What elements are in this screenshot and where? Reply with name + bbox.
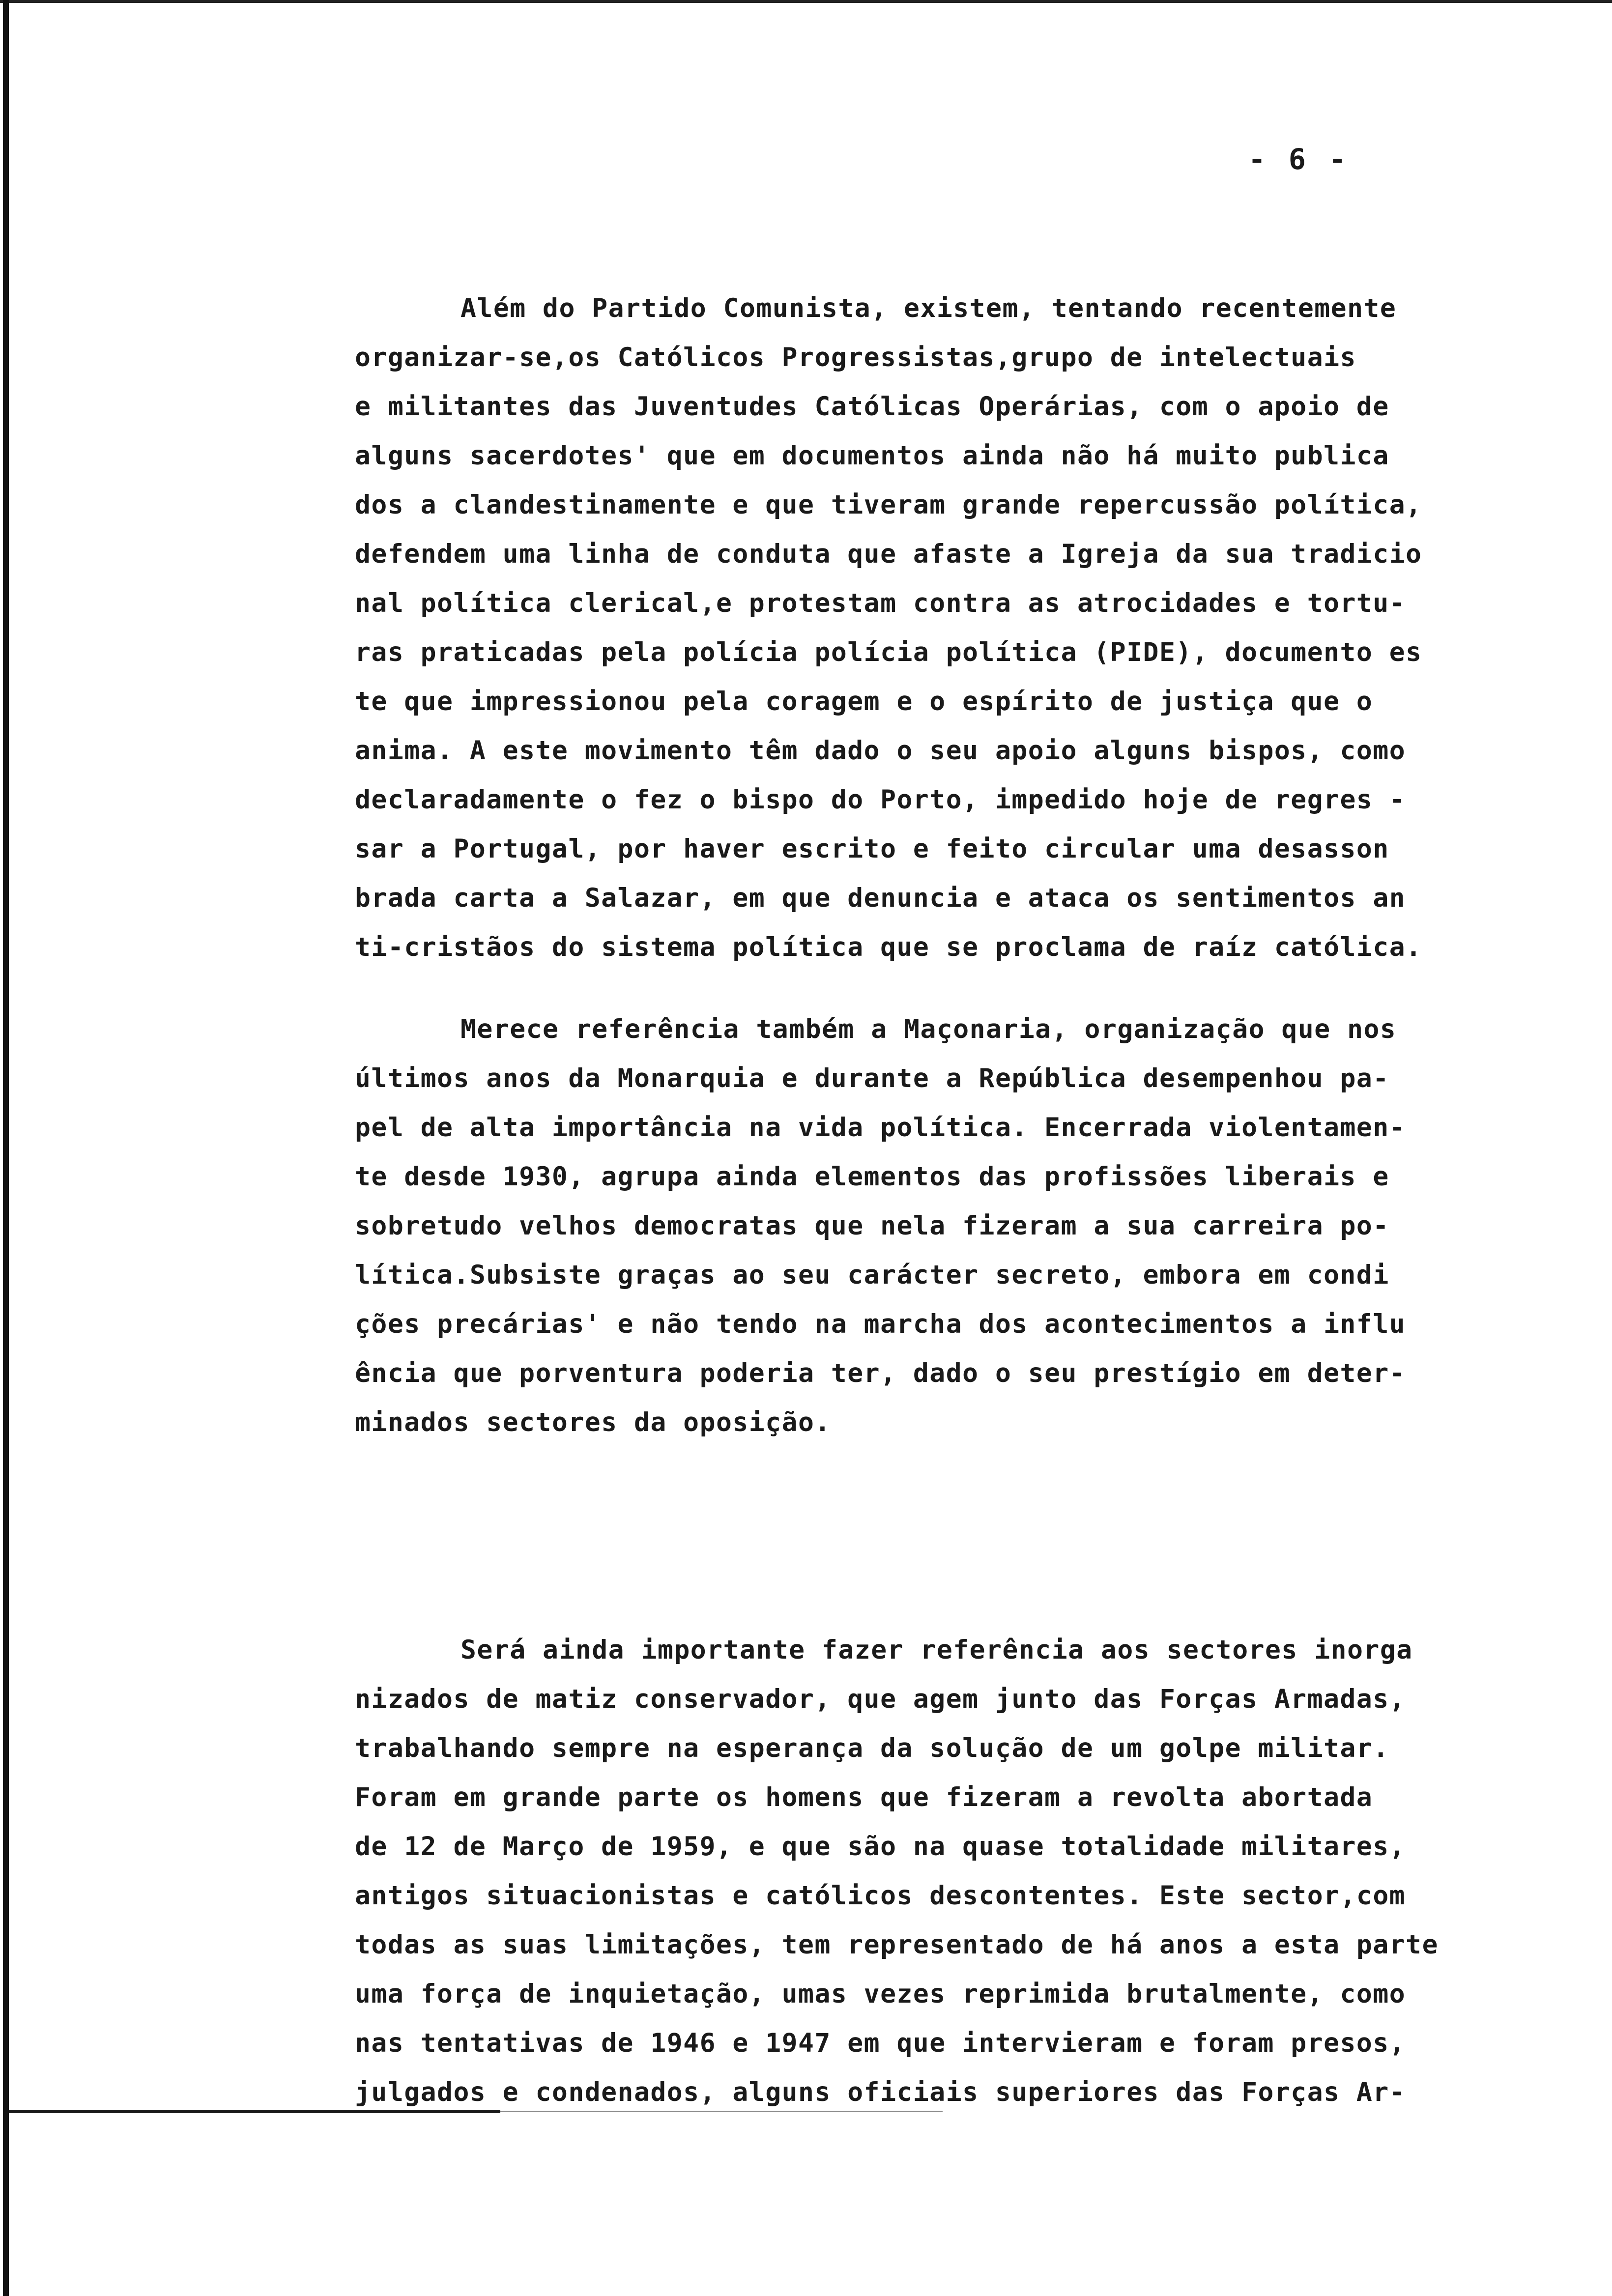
text-line: Merece referência também a Maçonaria, organização que nos [461, 1014, 1397, 1044]
text-line: lítica.Subsiste graças ao seu carácter secreto, embora em condi [355, 1260, 1389, 1290]
text-line: nas tentativas de 1946 e 1947 em que intervieram e foram presos, [355, 2028, 1406, 2058]
text-line: ti-cristãos do sistema política que se proclama de raíz católica. [355, 932, 1422, 962]
paragraph-maconaria [355, 1005, 1525, 1447]
text-line: minados sectores da oposição. [355, 1407, 831, 1437]
text-line: te desde 1930, agrupa ainda elementos das profissões liberais e [355, 1162, 1389, 1192]
text-line: te que impressionou pela coragem e o espírito de justiça que o [355, 687, 1373, 717]
text-line: declaradamente o fez o bispo do Porto, impedido hoje de regres - [355, 785, 1406, 815]
text-line: Foram em grande parte os homens que fizeram a revolta abortada [355, 1782, 1373, 1812]
text-line: julgados e condenados, alguns oficiais superiores das Forças Ar- [355, 2077, 1406, 2107]
text-line: últimos anos da Monarquia e durante a República desempenhou pa- [355, 1063, 1389, 1093]
text-line: organizar-se,os Católicos Progressistas,grupo de intelectuais [355, 343, 1356, 373]
text-line: dos a clandestinamente e que tiveram grande repercussão política, [355, 490, 1422, 520]
text-line: ras praticadas pela polícia polícia política (PIDE), documento es [355, 637, 1422, 667]
text-line: brada carta a Salazar, em que denuncia e ataca os sentimentos an [355, 883, 1406, 913]
text-line: ções precárias' e não tendo na marcha dos acontecimentos a influ [355, 1309, 1406, 1339]
text-line: alguns sacerdotes' que em documentos ainda não há muito publica [355, 441, 1389, 471]
text-line: anima. A este movimento têm dado o seu apoio alguns bispos, como [355, 736, 1406, 766]
paragraph-conservative-sectors [355, 1626, 1525, 2117]
text-line: de 12 de Março de 1959, e que são na quase totalidade militares, [355, 1832, 1406, 1862]
text-line: todas as suas limitações, tem representado de há anos a esta parte [355, 1930, 1439, 1960]
text-line: trabalhando sempre na esperança da solução de um golpe militar. [355, 1733, 1389, 1763]
scan-edge-top [0, 0, 1612, 3]
paragraph-communist-catholic [355, 284, 1525, 972]
text-line: sar a Portugal, por haver escrito e feito circular uma desasson [355, 834, 1389, 864]
text-line: nizados de matiz conservador, que agem junto das Forças Armadas, [355, 1684, 1406, 1714]
text-line: defendem uma linha de conduta que afaste a Igreja da sua tradicio [355, 539, 1422, 569]
text-line: nal política clerical,e protestam contra as atrocidades e tortu- [355, 588, 1406, 618]
text-line: Além do Partido Comunista, existem, tentando recentemente [461, 293, 1397, 323]
page-number: - 6 - [1248, 143, 1349, 176]
text-line: Será ainda importante fazer referência aos sectores inorga [461, 1635, 1413, 1665]
scan-edge-left [3, 0, 9, 2296]
text-line: ência que porventura poderia ter, dado o seu prestígio em deter- [355, 1358, 1406, 1388]
text-line: antigos situacionistas e católicos descontentes. Este sector,com [355, 1881, 1406, 1911]
text-line: uma força de inquietação, umas vezes reprimida brutalmente, como [355, 1979, 1406, 2009]
text-line: e militantes das Juventudes Católicas Operárias, com o apoio de [355, 392, 1389, 422]
text-line: sobretudo velhos democratas que nela fizeram a sua carreira po- [355, 1211, 1389, 1241]
text-line: pel de alta importância na vida política. Encerrada violentamen- [355, 1113, 1406, 1143]
